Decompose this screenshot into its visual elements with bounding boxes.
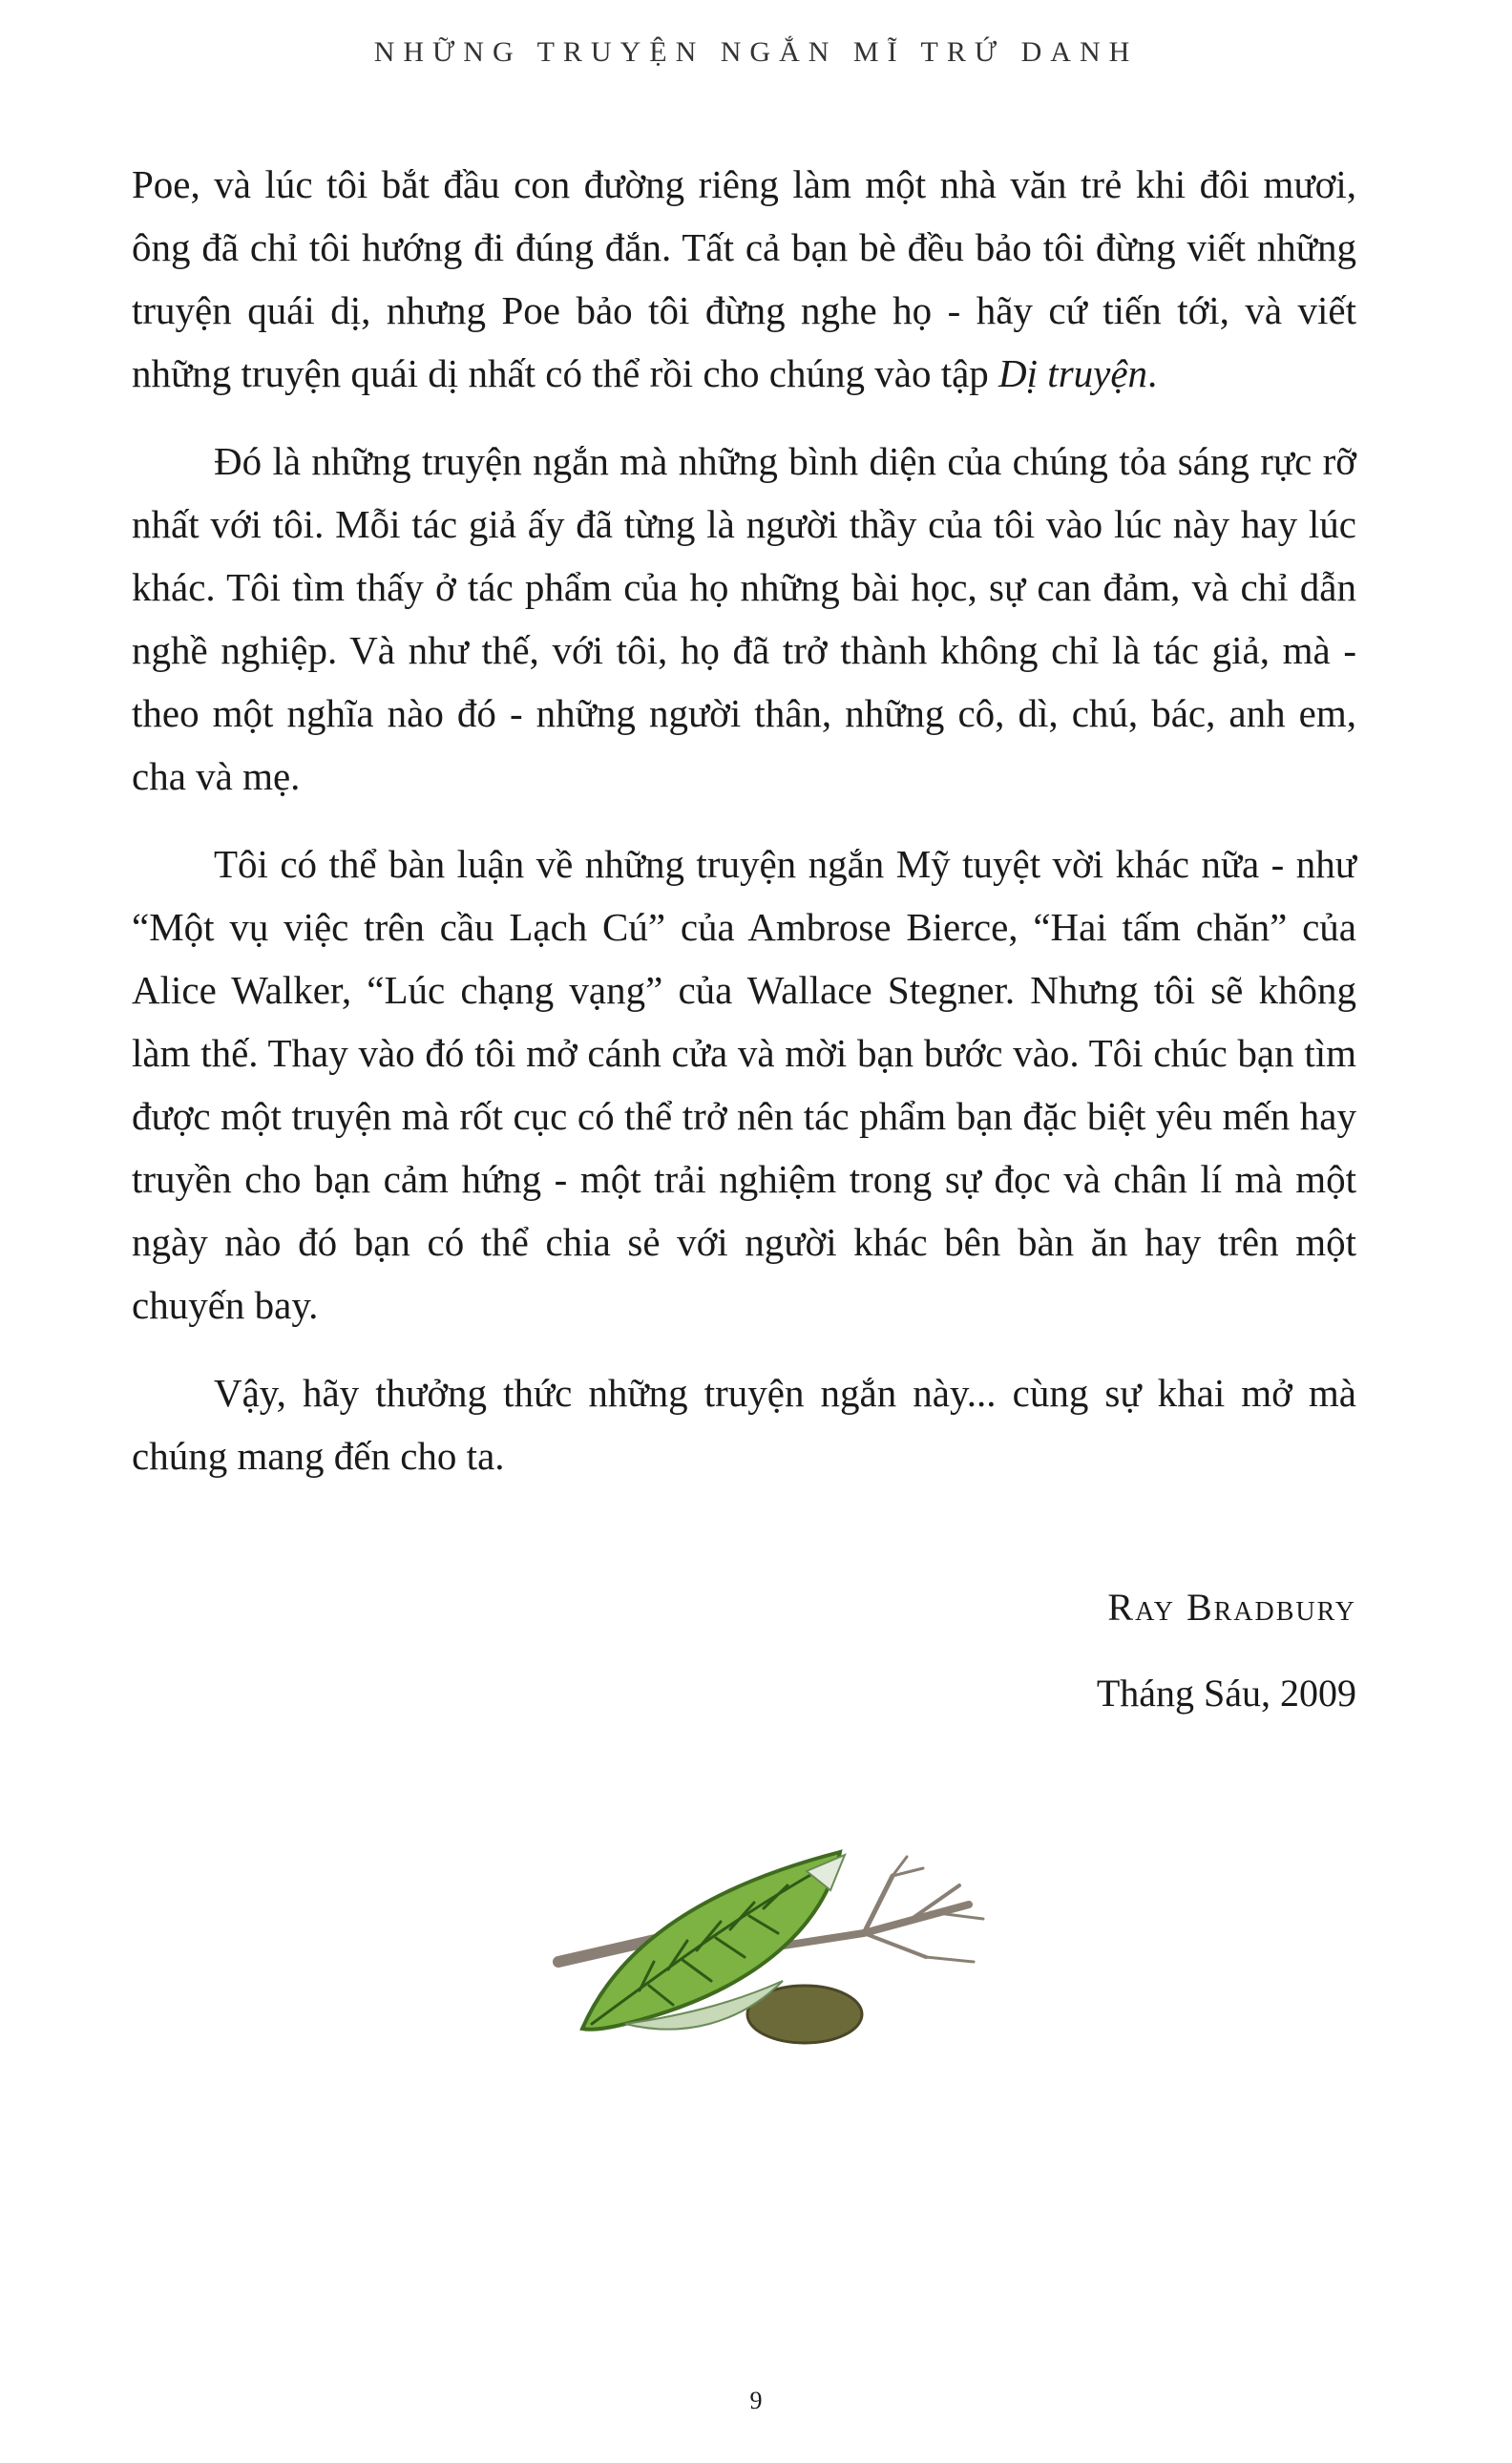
page-number: 9 — [749, 2387, 763, 2414]
paragraph-1 — [132, 153, 1356, 405]
body-text — [132, 153, 1356, 1512]
running-header: NHỮNG TRUYỆN NGẮN MĨ TRỨ DANH — [373, 36, 1139, 68]
book-title-italic: Dị truyện — [998, 351, 1148, 395]
paragraph-3: Tôi có thể bàn luận về những truyện ngắn Mỹ tuyệt vời khác nữa - như “Một vụ việc trên cầu Lạch Cú” của Ambrose Bierce, “Hai tấm chăn” của Alice Walker, “Lúc chạng vạng” của Wallace Stegner. Nhưng tôi sẽ không làm thế. Thay vào đó tôi mở cánh cửa và mời bạn bước vào. Tôi chúc bạn tìm được một truyện mà rốt cục có thể trở nên tác phẩm bạn đặc biệt yêu mến hay truyền cho bạn cảm hứng - một trải nghiệm trong sự đọc và chân lí mà một ngày nào đó bạn có thể chia sẻ với người khác bên bàn ăn hay trên một chuyến bay. — [132, 842, 1356, 1327]
date-line: Tháng Sáu, 2009 — [1096, 1672, 1356, 1715]
author-signature: Ray Bradbury — [1107, 1586, 1356, 1629]
paragraph-2: Đó là những truyện ngắn mà những bình diện của chúng tỏa sáng rực rỡ nhất với tôi. Mỗi tác giả ấy đã từng là người thầy của tôi vào lúc này hay lúc khác. Tôi tìm thấy ở tác phẩm của họ những bài học, sự can đảm, và chỉ dẫn nghề nghiệp. Và như thế, với tôi, họ đã trở thành không chỉ là tác giả, mà - theo một nghĩa nào đó - những người thân, những cô, dì, chú, bác, anh em, cha và mẹ. — [132, 439, 1356, 798]
paragraph-1-text: Poe, và lúc tôi bắt đầu con đường riêng làm một nhà văn trẻ khi đôi mươi, ông đã chỉ tôi hướng đi đúng đắn. Tất cả bạn bè đều bảo tôi đừng viết những truyện quái dị, nhưng Poe bảo tôi đừng nghe họ - hãy cứ tiến tới, và viết những truyện quái dị nhất có thể rồi cho chúng vào tập — [132, 162, 1356, 395]
paragraph-4: Vậy, hãy thưởng thức những truyện ngắn này... cùng sự khai mở mà chúng mang đến cho ta. — [132, 1371, 1356, 1478]
leaf-on-twig-icon — [549, 1847, 988, 2086]
paragraph-1-end: . — [1147, 351, 1158, 395]
